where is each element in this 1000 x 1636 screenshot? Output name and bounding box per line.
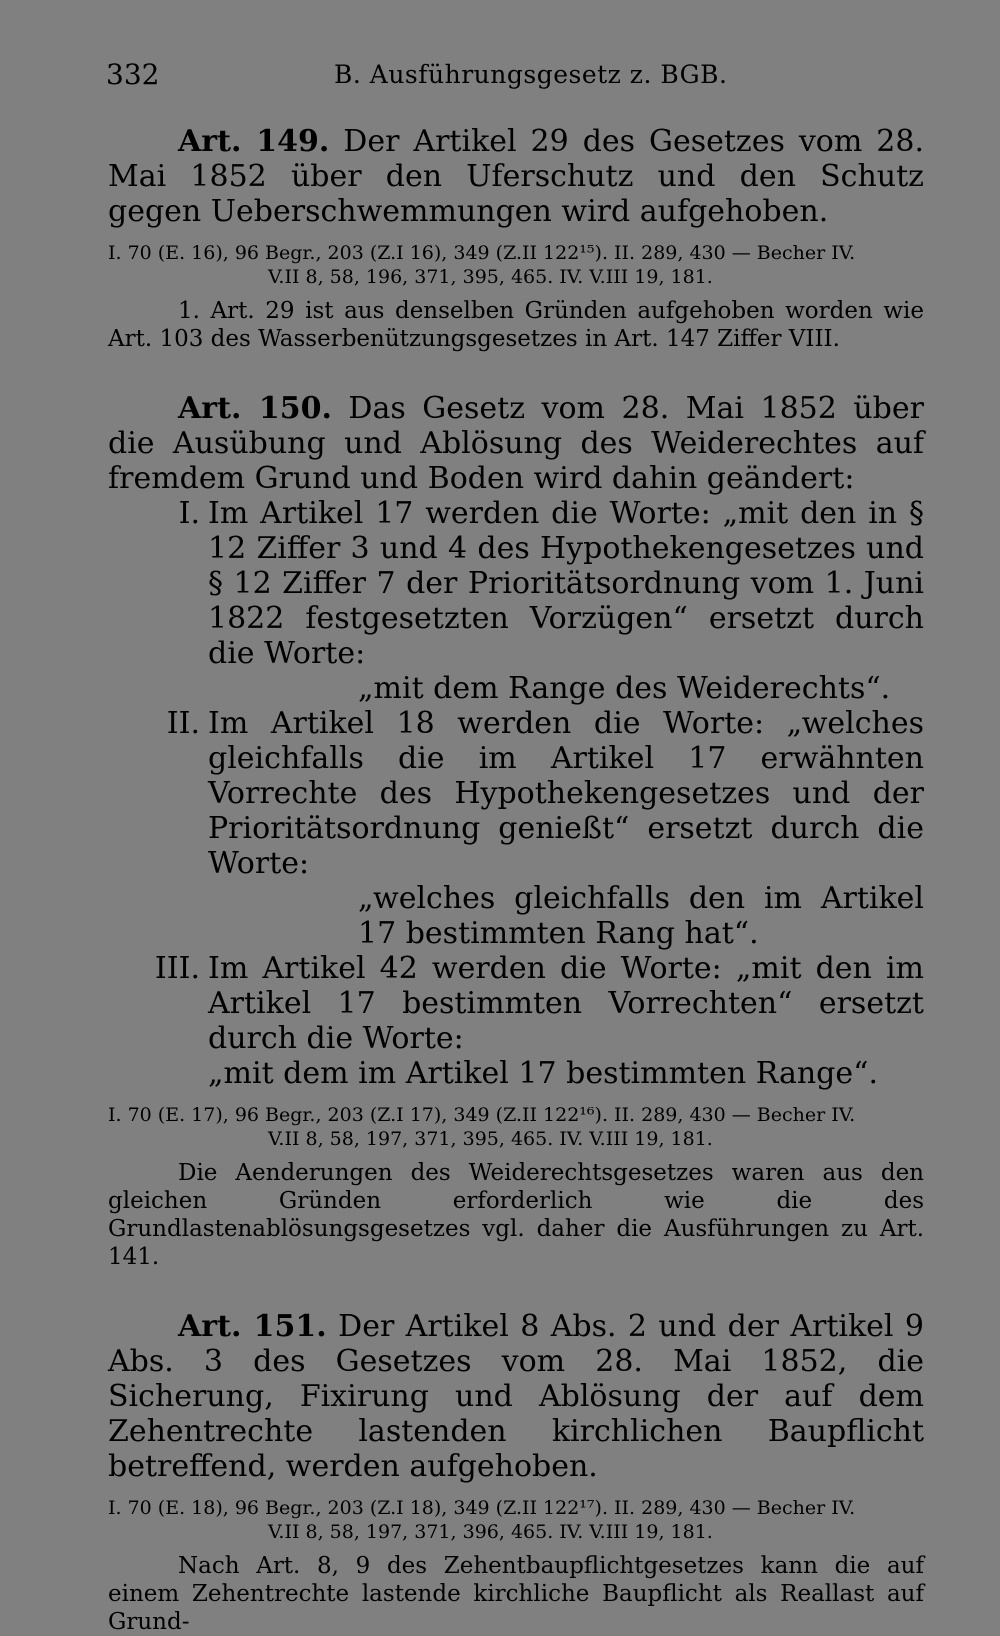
article-150-item-3: [108, 951, 924, 1091]
article-149-body: Der Artikel 29 des Gesetzes vom 28. Mai 1852 über den Uferschutz und den Schutz gegen Ueberschwemmungen wird aufgehoben.: [108, 124, 924, 229]
item-numeral: III.: [154, 951, 200, 986]
article-150: [108, 391, 924, 1271]
article-151-references: [108, 1496, 924, 1544]
article-149-note: 1. Art. 29 ist aus denselben Gründen aufgehoben worden wie Art. 103 des Wasserbenützungsgesetzes in Art. 147 Ziffer VIII.: [108, 298, 924, 352]
item-numeral: I.: [178, 496, 200, 531]
item-text: Im Artikel 18 werden die Worte: „welches gleichfalls die im Artikel 17 erwähnten Vorrechte des Hypothekengesetzes und der Prioritätsordnung genießt“ ersetzt durch die Worte:: [208, 706, 924, 881]
section-gap: [108, 1271, 924, 1309]
article-151-body: Der Artikel 8 Abs. 2 und der Artikel 9 Abs. 3 des Gesetzes vom 28. Mai 1852, die Sicherung, Fixirung und Ablösung der auf dem Zehentrechte lastenden kirchlichen Baupflicht betreffend, werden aufgehoben.: [108, 1309, 924, 1484]
article-149-ref-line1: I. 70 (E. 16), 96 Begr., 203 (Z.I 16), 349 (Z.II 122¹⁵). II. 289, 430 — Becher IV.: [108, 242, 856, 264]
article-149-ref-line2: V.II 8, 58, 196, 371, 395, 465. IV. V.III 19, 181.: [268, 266, 713, 288]
item-quote: „welches gleichfalls den im Artikel 17 bestimmten Rang hat“.: [358, 881, 924, 951]
article-151-ref-line2: V.II 8, 58, 197, 371, 396, 465. IV. V.III 19, 181.: [268, 1521, 713, 1543]
item-quote: „mit dem Range des Weiderechts“.: [358, 671, 891, 706]
article-150-note: Die Aenderungen des Weiderechtsgesetzes waren aus den gleichen Gründen erforderlich wie die des Grundlastenablösungsgesetzes vgl. daher die Ausführungen zu Art. 141.: [108, 1160, 924, 1270]
page-header: [106, 58, 926, 98]
item-text: Im Artikel 17 werden die Worte: „mit den in § 12 Ziffer 3 und 4 des Hypothekengesetzes und § 12 Ziffer 7 der Prioritätsordnung vom 1. Juni 1822 festgesetzten Vorzügen“ ersetzt durch die Worte:: [208, 496, 924, 671]
item-quote: „mit dem im Artikel 17 bestimmten Range“.: [208, 1056, 879, 1091]
running-head: B. Ausführungsgesetz z. BGB.: [334, 60, 728, 89]
article-150-number: Art. 150.: [178, 391, 332, 426]
article-150-item-1: [108, 496, 924, 706]
section-gap: [108, 353, 924, 391]
article-149-references: [108, 241, 924, 289]
page-number: 332: [106, 58, 160, 91]
article-151-number: Art. 151.: [178, 1309, 327, 1344]
article-150-ref-line2: V.II 8, 58, 197, 371, 395, 465. IV. V.III 19, 181.: [268, 1128, 713, 1150]
article-149-number: Art. 149.: [178, 124, 330, 159]
article-151-note: Nach Art. 8, 9 des Zehentbaupflichtgesetzes kann die auf einem Zehentrechte lastende kirchliche Baupflicht als Reallast auf Grund-: [108, 1553, 924, 1635]
item-text: Im Artikel 42 werden die Worte: „mit den im Artikel 17 bestimmten Vorrechten“ ersetzt durch die Worte:: [208, 951, 924, 1056]
article-149-text: [108, 124, 924, 229]
article-150-body: Das Gesetz vom 28. Mai 1852 über die Ausübung und Ablösung des Weiderechtes auf fremdem Grund und Boden wird dahin geändert:: [108, 391, 924, 496]
article-151-text: [108, 1309, 924, 1484]
item-numeral: II.: [166, 706, 200, 741]
article-149: [108, 124, 924, 353]
page-content: [108, 124, 924, 1636]
article-151-ref-line1: I. 70 (E. 18), 96 Begr., 203 (Z.I 18), 349 (Z.II 122¹⁷). II. 289, 430 — Becher IV.: [108, 1497, 856, 1519]
article-151: [108, 1309, 924, 1636]
article-150-text: [108, 391, 924, 496]
article-150-item-2: [108, 706, 924, 951]
article-150-ref-line1: I. 70 (E. 17), 96 Begr., 203 (Z.I 17), 349 (Z.II 122¹⁶). II. 289, 430 — Becher IV.: [108, 1104, 856, 1126]
article-150-references: [108, 1103, 924, 1151]
